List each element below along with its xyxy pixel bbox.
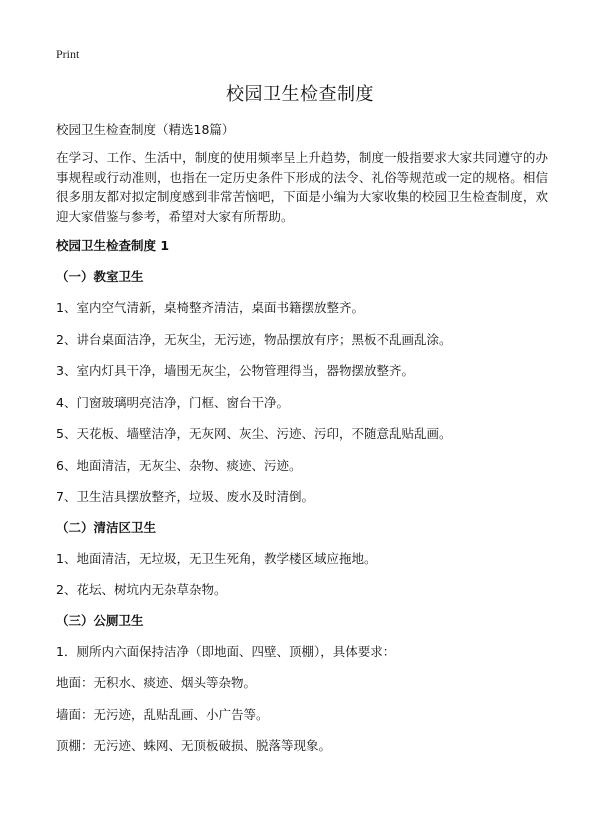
page-title: 校园卫生检查制度: [226, 84, 374, 105]
part-heading-restroom: （三）公厕卫生: [56, 613, 144, 628]
intro-paragraph: 在学习、工作、生活中，制度的使用频率呈上升趋势，制度一般指要求大家共同遵守的办事规程或行动准则，也指在一定历史条件下形成的法令、礼俗等规范或一定的规格。相信很多朋友都对拟定制度感到非常苦恼吧，下面是小编为大家收集的校园卫生检查制度，欢迎大家借鉴与参考，希望对大家有所帮助。: [56, 150, 548, 224]
section-heading: 校园卫生检查制度 1: [56, 238, 170, 253]
list-item: 1、地面清洁，无垃圾，无卫生死角，教学楼区域应拖地。: [56, 551, 377, 566]
list-item: 4、门窗玻璃明亮洁净，门框、窗台干净。: [56, 395, 289, 410]
list-item: 3、室内灯具干净，墙围无灰尘，公物管理得当，器物摆放整齐。: [56, 363, 414, 378]
list-item: 1、室内空气清新，桌椅整齐清洁，桌面书籍摆放整齐。: [56, 300, 364, 315]
list-item: 地面：无积水、痰迹、烟头等杂物。: [56, 675, 257, 690]
subtitle: 校园卫生检查制度（精选18篇）: [56, 122, 235, 137]
list-item: 2、讲台桌面洁净，无灰尘，无污迹，物品摆放有序；黑板不乱画乱涂。: [56, 332, 452, 347]
print-link[interactable]: Print: [56, 47, 80, 61]
list-item: 7、卫生洁具摆放整齐，垃圾、废水及时清倒。: [56, 489, 314, 504]
list-item: 6、地面清洁，无灰尘、杂物、痰迹、污迹。: [56, 458, 302, 473]
part-heading-cleaning-area: （二）清洁区卫生: [56, 520, 157, 535]
list-item: 顶棚：无污迹、蛛网、无顶板破损、脱落等现象。: [56, 738, 332, 753]
list-item: 2、花坛、树坑内无杂草杂物。: [56, 582, 227, 597]
part-heading-classroom: （一）教室卫生: [56, 269, 144, 284]
list-item: 墙面：无污迹，乱贴乱画、小广告等。: [56, 707, 269, 722]
list-item: 5、天花板、墙壁洁净，无灰网、灰尘、污迹、污印，不随意乱贴乱画。: [56, 426, 452, 441]
list-item: 1．厕所内六面保持洁净（即地面、四壁、顶棚），具体要求：: [56, 644, 396, 659]
